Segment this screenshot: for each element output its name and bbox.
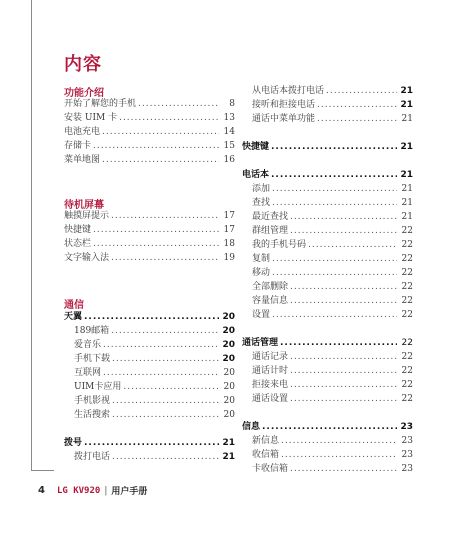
footer-separator: | xyxy=(104,485,108,496)
toc-entry-primary[interactable]: 电话本 ..... 21 xyxy=(242,168,413,182)
toc-entry-primary[interactable]: 拨号 ..... 21 xyxy=(64,436,235,450)
manual-label: 用户手册 xyxy=(111,487,148,497)
toc-entry-primary[interactable]: 快捷键 ..... 21 xyxy=(242,140,413,154)
toc-entry[interactable]: 拨打电话 ..... 21 xyxy=(64,450,235,464)
toc-entry[interactable]: 通话设置 ..... 22 xyxy=(242,392,413,406)
toc-entry[interactable]: 群组管理 ..... 22 xyxy=(242,224,413,238)
toc-entry[interactable]: 查找 ..... 21 xyxy=(242,196,413,210)
page-number: 4 xyxy=(38,485,45,496)
toc-entry-primary[interactable]: 通话管理 ..... 22 xyxy=(242,336,413,350)
toc-entry[interactable]: 菜单地图 ..... 16 xyxy=(64,153,235,167)
toc-entry[interactable]: 手机下载 ..... 20 xyxy=(64,352,235,366)
toc-entry[interactable]: 快捷键 ..... 17 xyxy=(64,223,235,237)
toc-entry[interactable]: 生活搜索 ..... 20 xyxy=(64,408,235,422)
toc-entry[interactable]: 复制 ..... 22 xyxy=(242,252,413,266)
section-heading-communication: 通信 xyxy=(64,300,84,311)
page-title: 内容 xyxy=(64,54,102,75)
toc-entry[interactable]: 拒接来电 ..... 22 xyxy=(242,378,413,392)
toc-entry[interactable]: 全部删除 ..... 22 xyxy=(242,280,413,294)
toc-entry[interactable]: 新信息 ..... 23 xyxy=(242,434,413,448)
toc-entry[interactable]: 电池充电 ..... 14 xyxy=(64,125,235,139)
toc-entry[interactable]: 设置 ..... 22 xyxy=(242,308,413,322)
toc-entry[interactable]: 触摸屏提示 ..... 17 xyxy=(64,209,235,223)
toc-entry[interactable]: 通话计时 ..... 22 xyxy=(242,364,413,378)
toc-entry[interactable]: 手机影视 ..... 20 xyxy=(64,394,235,408)
toc-entry[interactable]: UIM卡应用 ..... 20 xyxy=(64,380,235,394)
toc-entry[interactable]: 我的手机号码 ..... 22 xyxy=(242,238,413,252)
margin-rule-vertical xyxy=(31,0,32,470)
page-footer xyxy=(38,484,147,497)
toc-entry-primary[interactable]: 信息 ..... 23 xyxy=(242,420,413,434)
toc-entry[interactable]: 189邮箱 ..... 20 xyxy=(64,324,235,338)
toc-entry[interactable]: 状态栏 ..... 18 xyxy=(64,237,235,251)
section-heading-features: 功能介绍 xyxy=(64,88,104,99)
toc-entry[interactable]: 最近查找 ..... 21 xyxy=(242,210,413,224)
margin-rule-horizontal xyxy=(31,470,54,471)
toc-entry[interactable]: 开始了解您的手机 ..... 8 xyxy=(64,97,235,111)
toc-entry[interactable]: 存储卡 ..... 15 xyxy=(64,139,235,153)
toc-entry[interactable]: 从电话本拨打电话 ..... 21 xyxy=(242,84,413,98)
toc-entry-primary[interactable]: 天翼 ..... 20 xyxy=(64,310,235,324)
toc-entry[interactable]: 互联网 ..... 20 xyxy=(64,366,235,380)
toc-entry[interactable]: 卡收信箱 ..... 23 xyxy=(242,462,413,476)
toc-entry[interactable]: 文字输入法 ..... 19 xyxy=(64,251,235,265)
toc-entry[interactable]: 接听和拒接电话 ..... 21 xyxy=(242,98,413,112)
section-heading-standby: 待机屏幕 xyxy=(64,200,104,211)
toc-entry[interactable]: 移动 ..... 22 xyxy=(242,266,413,280)
toc-entry[interactable]: 通话中菜单功能 ..... 21 xyxy=(242,112,413,126)
toc-entry[interactable]: 收信箱 ..... 23 xyxy=(242,448,413,462)
model-name: LG KV920 xyxy=(56,485,101,496)
toc-entry[interactable]: 添加 ..... 21 xyxy=(242,182,413,196)
toc-entry[interactable]: 通话记录 ..... 22 xyxy=(242,350,413,364)
toc-entry[interactable]: 安装 UIM 卡 ..... 13 xyxy=(64,111,235,125)
toc-entry[interactable]: 爱音乐 ..... 20 xyxy=(64,338,235,352)
toc-entry[interactable]: 容量信息 ..... 22 xyxy=(242,294,413,308)
